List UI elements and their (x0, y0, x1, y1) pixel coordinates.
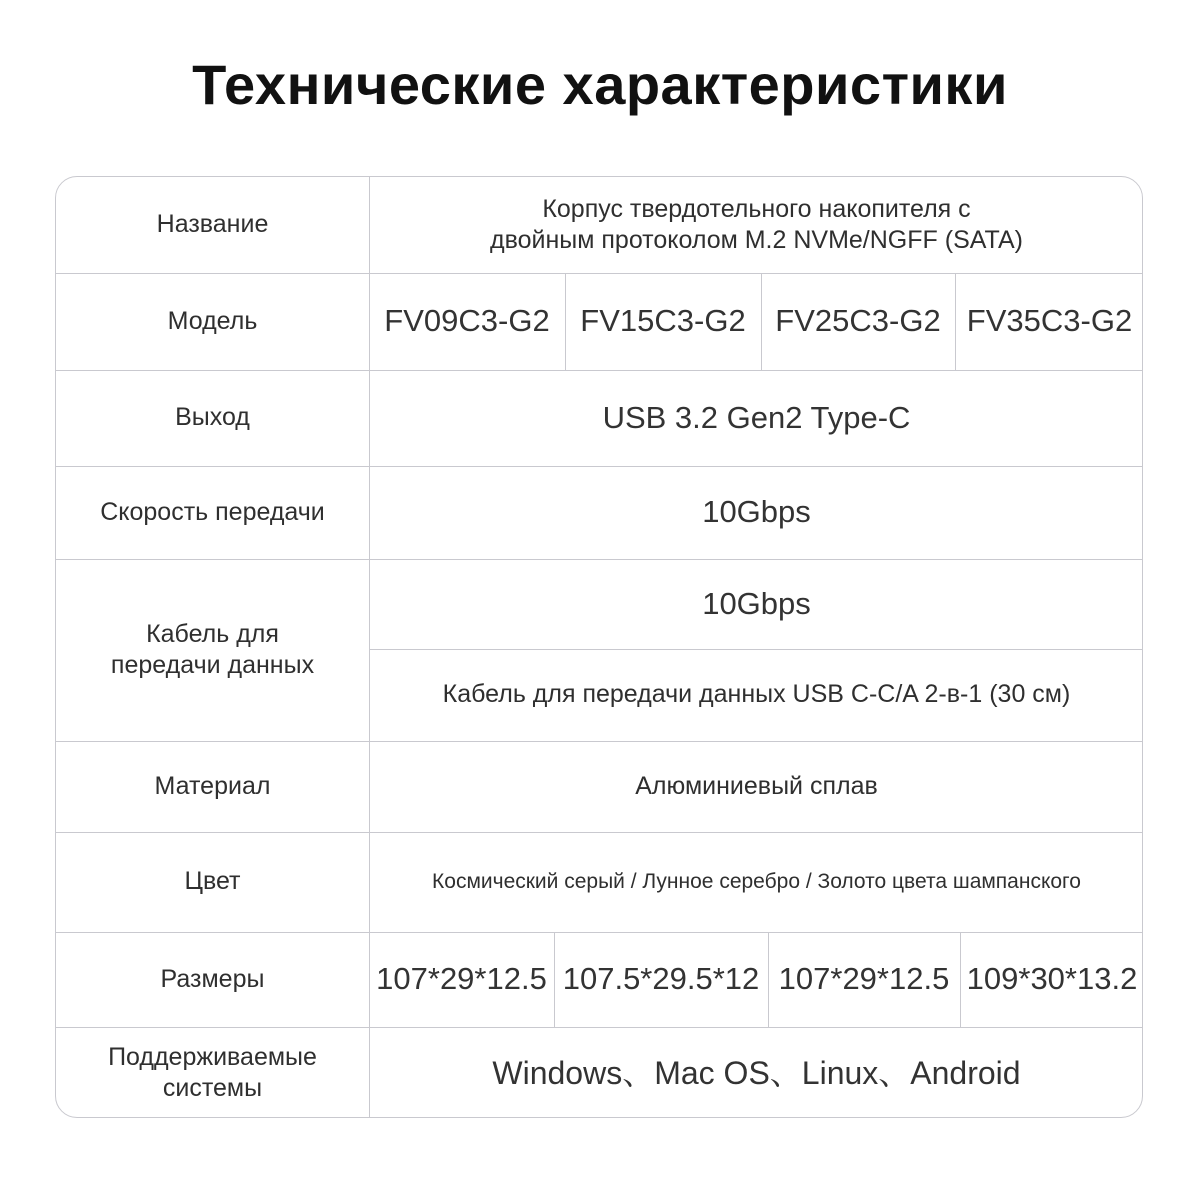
value-model-2: FV15C3-G2 (580, 303, 746, 339)
value-name (369, 177, 1143, 273)
label-name: Название (156, 210, 269, 239)
value-cable-speed: 10Gbps (702, 585, 811, 621)
label-cable-line1: Кабель для (146, 619, 279, 648)
label-systems (56, 1027, 369, 1118)
value-color: Космический серый / Лунное серебро / Золото цвета шампанского (432, 869, 1081, 893)
value-speed: 10Gbps (702, 494, 811, 530)
value-material: Алюминиевый сплав (635, 771, 878, 800)
value-model-1: FV09C3-G2 (384, 303, 550, 339)
label-cable-line2: передачи данных (110, 651, 315, 679)
value-name-line2: двойным протоколом M.2 NVMe/NGFF (SATA) (490, 226, 1023, 254)
label-model: Модель (167, 306, 258, 335)
spec-table (55, 176, 1143, 1118)
value-model-3: FV25C3-G2 (775, 303, 941, 339)
label-cable (56, 559, 369, 741)
label-material: Материал (154, 771, 271, 800)
label-speed: Скорость передачи (100, 497, 325, 526)
label-color: Цвет (184, 867, 241, 896)
label-systems-line2: системы (162, 1074, 263, 1102)
value-output: USB 3.2 Gen2 Type-C (602, 399, 911, 435)
value-systems: Windows、Mac OS、Linux、Android (492, 1055, 1021, 1091)
value-cable-description: Кабель для передачи данных USB C-C/A 2-в-1 (30 см) (442, 680, 1071, 709)
value-dimensions-4: 109*30*13.2 (966, 961, 1138, 997)
value-dimensions-3: 107*29*12.5 (778, 961, 950, 997)
value-model-4: FV35C3-G2 (966, 303, 1133, 339)
label-output: Выход (175, 403, 250, 432)
label-dimensions: Размеры (160, 964, 265, 993)
page-title: Технические характеристики (192, 53, 1008, 116)
label-systems-line1: Поддерживаемые (108, 1042, 317, 1071)
value-dimensions-1: 107*29*12.5 (376, 961, 547, 997)
value-dimensions-2: 107.5*29.5*12 (562, 961, 760, 997)
value-name-line1: Корпус твердотельного накопителя с (542, 194, 971, 223)
